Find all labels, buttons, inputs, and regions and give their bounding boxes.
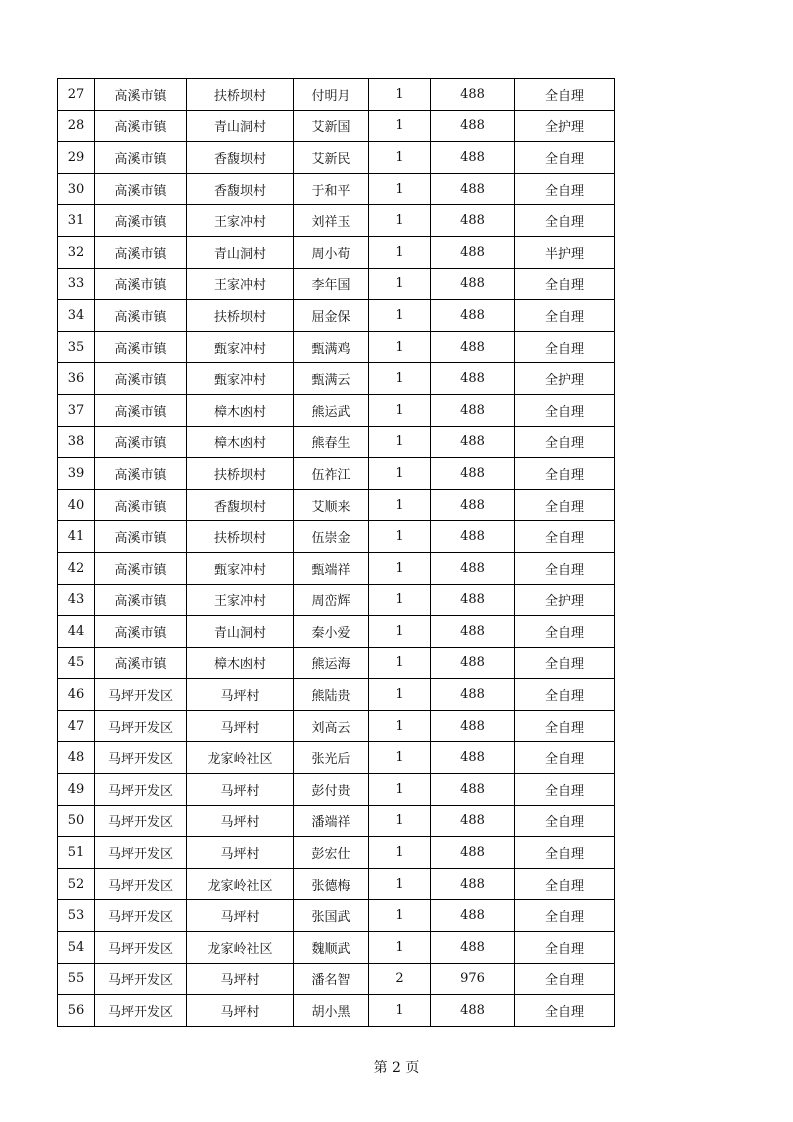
cell-household-count: 1 bbox=[369, 236, 431, 268]
cell-row-number: 44 bbox=[58, 616, 95, 648]
records-table bbox=[57, 78, 615, 1027]
cell-household-count: 1 bbox=[369, 710, 431, 742]
cell-township: 马坪开发区 bbox=[95, 837, 187, 869]
cell-village: 青山洞村 bbox=[187, 110, 294, 142]
cell-household-count: 1 bbox=[369, 110, 431, 142]
cell-row-number: 50 bbox=[58, 805, 95, 837]
cell-township: 高溪市镇 bbox=[95, 458, 187, 490]
cell-village: 樟木凼村 bbox=[187, 647, 294, 679]
cell-name: 周小荀 bbox=[294, 236, 369, 268]
cell-row-number: 47 bbox=[58, 710, 95, 742]
cell-name: 熊运武 bbox=[294, 394, 369, 426]
cell-village: 马坪村 bbox=[187, 900, 294, 932]
cell-care-level: 全自理 bbox=[515, 679, 615, 711]
cell-village: 青山洞村 bbox=[187, 236, 294, 268]
cell-village: 青山洞村 bbox=[187, 616, 294, 648]
cell-row-number: 46 bbox=[58, 679, 95, 711]
cell-care-level: 全自理 bbox=[515, 268, 615, 300]
cell-care-level: 全自理 bbox=[515, 900, 615, 932]
table-row bbox=[58, 805, 615, 837]
cell-household-count: 1 bbox=[369, 458, 431, 490]
cell-name: 伍崇金 bbox=[294, 521, 369, 553]
cell-township: 高溪市镇 bbox=[95, 173, 187, 205]
cell-household-count: 1 bbox=[369, 932, 431, 964]
cell-name: 彭付贵 bbox=[294, 774, 369, 806]
cell-row-number: 43 bbox=[58, 584, 95, 616]
cell-row-number: 51 bbox=[58, 837, 95, 869]
cell-amount: 488 bbox=[431, 932, 515, 964]
cell-name: 张德梅 bbox=[294, 868, 369, 900]
cell-village: 樟木凼村 bbox=[187, 394, 294, 426]
cell-amount: 488 bbox=[431, 900, 515, 932]
cell-amount: 488 bbox=[431, 363, 515, 395]
cell-row-number: 55 bbox=[58, 963, 95, 995]
table-row bbox=[58, 426, 615, 458]
table-row bbox=[58, 331, 615, 363]
cell-row-number: 36 bbox=[58, 363, 95, 395]
cell-name: 甄满鸡 bbox=[294, 331, 369, 363]
cell-household-count: 1 bbox=[369, 521, 431, 553]
cell-amount: 488 bbox=[431, 426, 515, 458]
cell-row-number: 42 bbox=[58, 552, 95, 584]
table-row bbox=[58, 236, 615, 268]
cell-row-number: 30 bbox=[58, 173, 95, 205]
cell-village: 扶桥坝村 bbox=[187, 79, 294, 111]
cell-household-count: 1 bbox=[369, 426, 431, 458]
cell-village: 扶桥坝村 bbox=[187, 458, 294, 490]
cell-household-count: 1 bbox=[369, 363, 431, 395]
cell-care-level: 全自理 bbox=[515, 489, 615, 521]
cell-village: 马坪村 bbox=[187, 774, 294, 806]
cell-care-level: 全自理 bbox=[515, 458, 615, 490]
cell-amount: 488 bbox=[431, 173, 515, 205]
cell-amount: 488 bbox=[431, 616, 515, 648]
table-row bbox=[58, 79, 615, 111]
cell-township: 高溪市镇 bbox=[95, 142, 187, 174]
cell-village: 马坪村 bbox=[187, 963, 294, 995]
cell-village: 马坪村 bbox=[187, 679, 294, 711]
cell-village: 马坪村 bbox=[187, 995, 294, 1027]
cell-village: 马坪村 bbox=[187, 710, 294, 742]
cell-care-level: 全自理 bbox=[515, 647, 615, 679]
cell-care-level: 全护理 bbox=[515, 584, 615, 616]
cell-village: 龙家岭社区 bbox=[187, 742, 294, 774]
table-row bbox=[58, 205, 615, 237]
table-row bbox=[58, 774, 615, 806]
cell-row-number: 53 bbox=[58, 900, 95, 932]
cell-amount: 488 bbox=[431, 995, 515, 1027]
cell-name: 周峦辉 bbox=[294, 584, 369, 616]
cell-name: 彭宏仕 bbox=[294, 837, 369, 869]
table-row bbox=[58, 458, 615, 490]
table-row bbox=[58, 963, 615, 995]
cell-township: 马坪开发区 bbox=[95, 679, 187, 711]
cell-name: 甄端祥 bbox=[294, 552, 369, 584]
cell-village: 龙家岭社区 bbox=[187, 868, 294, 900]
cell-amount: 488 bbox=[431, 489, 515, 521]
cell-household-count: 1 bbox=[369, 552, 431, 584]
table-row bbox=[58, 552, 615, 584]
cell-household-count: 1 bbox=[369, 774, 431, 806]
cell-care-level: 全自理 bbox=[515, 805, 615, 837]
cell-care-level: 全自理 bbox=[515, 205, 615, 237]
cell-row-number: 33 bbox=[58, 268, 95, 300]
cell-township: 马坪开发区 bbox=[95, 710, 187, 742]
cell-name: 胡小黑 bbox=[294, 995, 369, 1027]
cell-amount: 976 bbox=[431, 963, 515, 995]
cell-township: 高溪市镇 bbox=[95, 584, 187, 616]
cell-household-count: 1 bbox=[369, 268, 431, 300]
cell-amount: 488 bbox=[431, 331, 515, 363]
page-number: 第 2 页 bbox=[373, 1060, 420, 1076]
table-row bbox=[58, 837, 615, 869]
cell-care-level: 全自理 bbox=[515, 394, 615, 426]
cell-household-count: 1 bbox=[369, 995, 431, 1027]
cell-row-number: 32 bbox=[58, 236, 95, 268]
table-row bbox=[58, 268, 615, 300]
cell-township: 马坪开发区 bbox=[95, 932, 187, 964]
cell-township: 马坪开发区 bbox=[95, 868, 187, 900]
cell-care-level: 全自理 bbox=[515, 837, 615, 869]
cell-household-count: 1 bbox=[369, 173, 431, 205]
cell-name: 潘名智 bbox=[294, 963, 369, 995]
cell-care-level: 全自理 bbox=[515, 173, 615, 205]
cell-care-level: 全自理 bbox=[515, 774, 615, 806]
cell-care-level: 全自理 bbox=[515, 79, 615, 111]
cell-care-level: 全自理 bbox=[515, 995, 615, 1027]
cell-amount: 488 bbox=[431, 142, 515, 174]
cell-amount: 488 bbox=[431, 458, 515, 490]
cell-household-count: 1 bbox=[369, 868, 431, 900]
cell-name: 熊陆贵 bbox=[294, 679, 369, 711]
cell-care-level: 全护理 bbox=[515, 363, 615, 395]
cell-name: 熊运海 bbox=[294, 647, 369, 679]
table-row bbox=[58, 521, 615, 553]
cell-household-count: 1 bbox=[369, 394, 431, 426]
cell-township: 马坪开发区 bbox=[95, 900, 187, 932]
cell-household-count: 1 bbox=[369, 79, 431, 111]
cell-name: 艾新国 bbox=[294, 110, 369, 142]
cell-village: 王家冲村 bbox=[187, 268, 294, 300]
cell-household-count: 1 bbox=[369, 205, 431, 237]
cell-row-number: 29 bbox=[58, 142, 95, 174]
cell-township: 高溪市镇 bbox=[95, 394, 187, 426]
cell-household-count: 1 bbox=[369, 805, 431, 837]
table-row bbox=[58, 142, 615, 174]
cell-amount: 488 bbox=[431, 268, 515, 300]
cell-name: 艾新民 bbox=[294, 142, 369, 174]
cell-name: 熊春生 bbox=[294, 426, 369, 458]
cell-township: 高溪市镇 bbox=[95, 300, 187, 332]
cell-row-number: 31 bbox=[58, 205, 95, 237]
cell-township: 高溪市镇 bbox=[95, 110, 187, 142]
cell-village: 王家冲村 bbox=[187, 205, 294, 237]
cell-care-level: 半护理 bbox=[515, 236, 615, 268]
table-row bbox=[58, 110, 615, 142]
cell-amount: 488 bbox=[431, 236, 515, 268]
cell-row-number: 39 bbox=[58, 458, 95, 490]
cell-name: 伍祚江 bbox=[294, 458, 369, 490]
cell-row-number: 34 bbox=[58, 300, 95, 332]
cell-village: 龙家岭社区 bbox=[187, 932, 294, 964]
table-row bbox=[58, 710, 615, 742]
cell-name: 于和平 bbox=[294, 173, 369, 205]
cell-township: 高溪市镇 bbox=[95, 647, 187, 679]
cell-village: 樟木凼村 bbox=[187, 426, 294, 458]
table-row bbox=[58, 932, 615, 964]
cell-amount: 488 bbox=[431, 300, 515, 332]
cell-township: 高溪市镇 bbox=[95, 79, 187, 111]
cell-household-count: 1 bbox=[369, 742, 431, 774]
cell-township: 马坪开发区 bbox=[95, 963, 187, 995]
cell-village: 香馥坝村 bbox=[187, 489, 294, 521]
cell-care-level: 全自理 bbox=[515, 300, 615, 332]
table-row bbox=[58, 868, 615, 900]
cell-township: 高溪市镇 bbox=[95, 426, 187, 458]
cell-amount: 488 bbox=[431, 868, 515, 900]
cell-row-number: 49 bbox=[58, 774, 95, 806]
cell-name: 艾顺来 bbox=[294, 489, 369, 521]
cell-household-count: 2 bbox=[369, 963, 431, 995]
cell-care-level: 全自理 bbox=[515, 932, 615, 964]
cell-name: 秦小爱 bbox=[294, 616, 369, 648]
cell-name: 甄满云 bbox=[294, 363, 369, 395]
cell-row-number: 38 bbox=[58, 426, 95, 458]
cell-row-number: 45 bbox=[58, 647, 95, 679]
cell-household-count: 1 bbox=[369, 616, 431, 648]
cell-township: 高溪市镇 bbox=[95, 331, 187, 363]
cell-amount: 488 bbox=[431, 394, 515, 426]
cell-village: 扶桥坝村 bbox=[187, 300, 294, 332]
cell-township: 高溪市镇 bbox=[95, 205, 187, 237]
cell-care-level: 全自理 bbox=[515, 616, 615, 648]
cell-amount: 488 bbox=[431, 79, 515, 111]
table-row bbox=[58, 995, 615, 1027]
cell-household-count: 1 bbox=[369, 142, 431, 174]
cell-care-level: 全自理 bbox=[515, 521, 615, 553]
cell-household-count: 1 bbox=[369, 584, 431, 616]
cell-village: 香馥坝村 bbox=[187, 173, 294, 205]
table-row bbox=[58, 394, 615, 426]
cell-care-level: 全自理 bbox=[515, 742, 615, 774]
cell-row-number: 52 bbox=[58, 868, 95, 900]
table-row bbox=[58, 363, 615, 395]
cell-row-number: 54 bbox=[58, 932, 95, 964]
cell-village: 甄家冲村 bbox=[187, 331, 294, 363]
cell-amount: 488 bbox=[431, 647, 515, 679]
cell-amount: 488 bbox=[431, 837, 515, 869]
cell-household-count: 1 bbox=[369, 679, 431, 711]
cell-care-level: 全自理 bbox=[515, 710, 615, 742]
cell-row-number: 56 bbox=[58, 995, 95, 1027]
cell-township: 高溪市镇 bbox=[95, 268, 187, 300]
cell-name: 刘高云 bbox=[294, 710, 369, 742]
cell-township: 高溪市镇 bbox=[95, 616, 187, 648]
table-row bbox=[58, 616, 615, 648]
table-row bbox=[58, 584, 615, 616]
cell-household-count: 1 bbox=[369, 331, 431, 363]
cell-amount: 488 bbox=[431, 521, 515, 553]
cell-name: 张光后 bbox=[294, 742, 369, 774]
cell-village: 扶桥坝村 bbox=[187, 521, 294, 553]
cell-care-level: 全自理 bbox=[515, 426, 615, 458]
cell-care-level: 全护理 bbox=[515, 110, 615, 142]
cell-township: 高溪市镇 bbox=[95, 236, 187, 268]
cell-township: 高溪市镇 bbox=[95, 363, 187, 395]
table-row bbox=[58, 742, 615, 774]
table-row bbox=[58, 647, 615, 679]
cell-township: 高溪市镇 bbox=[95, 552, 187, 584]
cell-care-level: 全自理 bbox=[515, 552, 615, 584]
cell-name: 付明月 bbox=[294, 79, 369, 111]
cell-household-count: 1 bbox=[369, 647, 431, 679]
cell-name: 魏顺武 bbox=[294, 932, 369, 964]
cell-township: 马坪开发区 bbox=[95, 742, 187, 774]
cell-amount: 488 bbox=[431, 710, 515, 742]
cell-row-number: 35 bbox=[58, 331, 95, 363]
cell-care-level: 全自理 bbox=[515, 331, 615, 363]
cell-care-level: 全自理 bbox=[515, 142, 615, 174]
cell-township: 高溪市镇 bbox=[95, 489, 187, 521]
cell-amount: 488 bbox=[431, 742, 515, 774]
cell-village: 马坪村 bbox=[187, 837, 294, 869]
cell-township: 马坪开发区 bbox=[95, 995, 187, 1027]
cell-amount: 488 bbox=[431, 774, 515, 806]
cell-name: 潘端祥 bbox=[294, 805, 369, 837]
cell-township: 马坪开发区 bbox=[95, 805, 187, 837]
table-row bbox=[58, 489, 615, 521]
cell-row-number: 28 bbox=[58, 110, 95, 142]
cell-village: 甄家冲村 bbox=[187, 363, 294, 395]
cell-amount: 488 bbox=[431, 110, 515, 142]
cell-township: 高溪市镇 bbox=[95, 521, 187, 553]
cell-household-count: 1 bbox=[369, 300, 431, 332]
cell-village: 香馥坝村 bbox=[187, 142, 294, 174]
cell-row-number: 40 bbox=[58, 489, 95, 521]
cell-household-count: 1 bbox=[369, 837, 431, 869]
cell-household-count: 1 bbox=[369, 489, 431, 521]
cell-amount: 488 bbox=[431, 205, 515, 237]
cell-village: 甄家冲村 bbox=[187, 552, 294, 584]
table-row bbox=[58, 300, 615, 332]
cell-amount: 488 bbox=[431, 679, 515, 711]
cell-household-count: 1 bbox=[369, 900, 431, 932]
table-row bbox=[58, 173, 615, 205]
cell-village: 马坪村 bbox=[187, 805, 294, 837]
cell-row-number: 37 bbox=[58, 394, 95, 426]
cell-amount: 488 bbox=[431, 584, 515, 616]
table-row bbox=[58, 900, 615, 932]
cell-care-level: 全自理 bbox=[515, 963, 615, 995]
cell-row-number: 27 bbox=[58, 79, 95, 111]
cell-village: 王家冲村 bbox=[187, 584, 294, 616]
cell-row-number: 41 bbox=[58, 521, 95, 553]
cell-name: 李年国 bbox=[294, 268, 369, 300]
table-row bbox=[58, 679, 615, 711]
cell-name: 张国武 bbox=[294, 900, 369, 932]
cell-care-level: 全自理 bbox=[515, 868, 615, 900]
cell-township: 马坪开发区 bbox=[95, 774, 187, 806]
table-body bbox=[58, 79, 615, 1027]
cell-amount: 488 bbox=[431, 552, 515, 584]
cell-row-number: 48 bbox=[58, 742, 95, 774]
cell-name: 屈金保 bbox=[294, 300, 369, 332]
cell-amount: 488 bbox=[431, 805, 515, 837]
cell-name: 刘祥玉 bbox=[294, 205, 369, 237]
